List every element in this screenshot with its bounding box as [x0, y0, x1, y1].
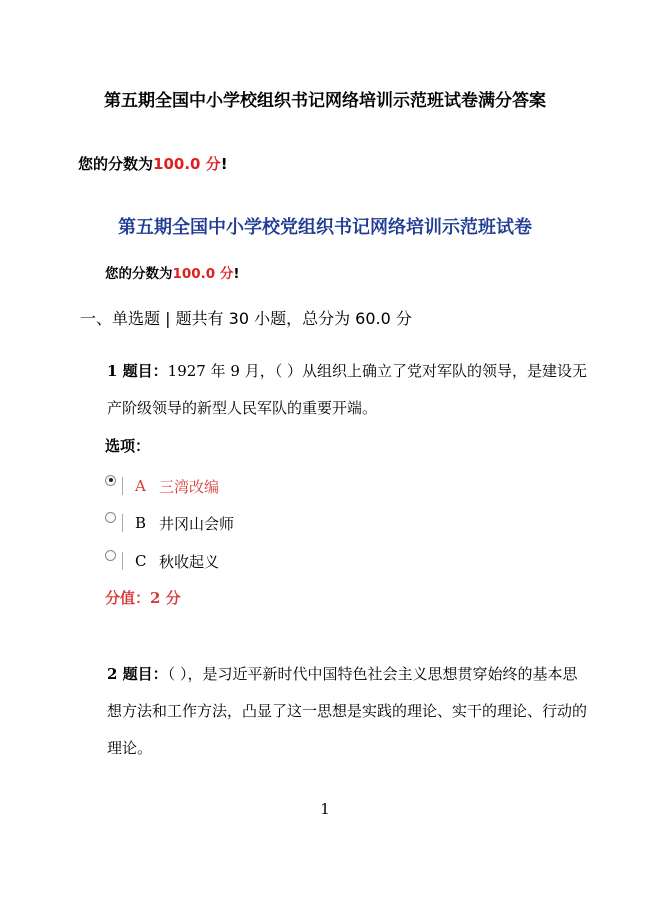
option-a[interactable] [105, 473, 219, 499]
section-heading: 一、单选题 | 题共有 30 小题，总分为 60.0 分 [80, 309, 412, 328]
score-suffix: ! [220, 155, 228, 173]
question-text: （ ），是习近平新时代中国特色社会主义思想贯穿始终的基本思想方法和工作方法，凸显了这一思想是实践的理论、实干的理论、行动的理论。 [107, 665, 588, 757]
divider [122, 514, 123, 532]
score-prefix: 您的分数为 [105, 266, 173, 282]
question-1 [107, 353, 587, 427]
option-letter: C [135, 552, 147, 570]
score-value: 100.0 分 [153, 155, 221, 173]
question-text: 1927 年 9 月，（ ）从组织上确立了党对军队的领导，是建设无产阶级领导的新型人民军队的重要开端。 [107, 362, 587, 417]
score-prefix: 您的分数为 [78, 155, 154, 173]
option-text: 三湾改编 [159, 477, 220, 496]
question-points: 分值：2 分 [105, 589, 181, 607]
document-title: 第五期全国中小学校组织书记网络培训示范班试卷满分答案 [104, 91, 546, 111]
option-b[interactable] [105, 510, 234, 536]
options-label: 选项： [105, 437, 151, 455]
radio-unchecked-icon[interactable] [105, 512, 116, 523]
option-letter: A [135, 477, 146, 495]
question-2 [107, 656, 587, 767]
option-c[interactable] [105, 548, 219, 574]
option-letter: B [135, 514, 147, 532]
option-text: 井冈山会师 [159, 514, 235, 533]
score-value: 100.0 分 [172, 266, 234, 282]
question-label: 2 题目： [107, 665, 168, 683]
score-suffix: ! [233, 266, 240, 282]
divider [122, 552, 123, 570]
radio-checked-icon[interactable] [105, 475, 116, 486]
option-text: 秋收起义 [159, 552, 220, 571]
score-line-2 [105, 262, 240, 282]
divider [122, 477, 123, 495]
exam-title: 第五期全国中小学校党组织书记网络培训示范班试卷 [118, 217, 532, 238]
score-line-1 [78, 153, 228, 174]
question-label: 1 题目： [107, 362, 168, 380]
radio-unchecked-icon[interactable] [105, 550, 116, 561]
page-number: 1 [320, 800, 330, 818]
